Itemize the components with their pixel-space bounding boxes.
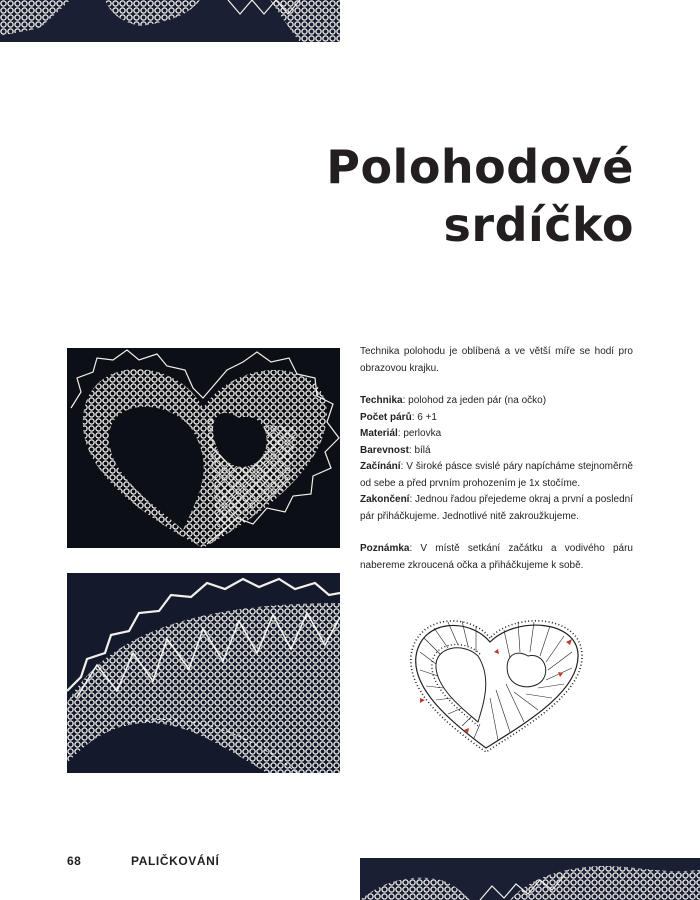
- spec-value: : Jednou řadou přejedeme okraj a první a poslední pár přiháčkujeme. Jednotlivé nitě zakroužkujeme.: [360, 494, 633, 522]
- heart-pattern-diagram: [408, 612, 584, 752]
- title-line-1: Polohodové: [326, 140, 634, 194]
- spec-label: Zakončení: [360, 494, 410, 505]
- spec-label: Barevnost: [360, 444, 409, 456]
- description-column: [360, 344, 633, 574]
- spec-zakonceni: [360, 492, 633, 525]
- spec-technika: [360, 393, 633, 410]
- spec-pocet-paru: [360, 410, 633, 427]
- spacer: [360, 525, 633, 541]
- lace-strip-bottom: [360, 858, 700, 900]
- lace-heart-photo: [67, 348, 340, 548]
- section-title: PALIČKOVÁNÍ: [131, 854, 220, 868]
- spec-value: : 6 +1: [411, 411, 437, 423]
- note-label: Poznámka: [360, 543, 410, 554]
- note-text: [360, 541, 633, 574]
- spec-label: Počet párů: [360, 411, 412, 423]
- intro-text: Technika polohodu je oblíbená a ve větší míře se hodí pro obrazovou krajku.: [360, 346, 633, 374]
- lace-strip-icon: [360, 858, 700, 900]
- lace-detail-icon: [67, 573, 340, 773]
- lace-strip-icon: [0, 0, 340, 42]
- spec-label: Materiál: [360, 428, 398, 439]
- spec-value: : V široké pásce svislé páry napícháme stejnoměrně od sebe a před prvním prohozením je 1x stočíme.: [360, 461, 633, 489]
- note-value: : V místě setkání začátku a vodivého páru nabereme zkroucená očka a přiháčkujeme k sobě.: [360, 543, 633, 571]
- lace-detail-photo: [67, 573, 340, 773]
- page-title: [326, 138, 634, 254]
- spec-material: [360, 426, 633, 443]
- spec-value: : perlovka: [397, 428, 442, 439]
- page-number: 68: [67, 854, 82, 868]
- spec-zacinani: [360, 459, 633, 492]
- lace-heart-icon: [67, 348, 340, 548]
- spec-value: : polohod za jeden pár (na očko): [402, 395, 547, 406]
- spec-value: : bílá: [408, 444, 431, 456]
- spec-barevnost: [360, 443, 633, 460]
- title-line-2: srdíčko: [443, 198, 634, 252]
- spec-label: Začínání: [360, 461, 401, 472]
- spec-label: Technika: [360, 395, 403, 406]
- spacer: [360, 377, 633, 393]
- lace-strip-top: [0, 0, 340, 42]
- heart-diagram-icon: [408, 612, 584, 752]
